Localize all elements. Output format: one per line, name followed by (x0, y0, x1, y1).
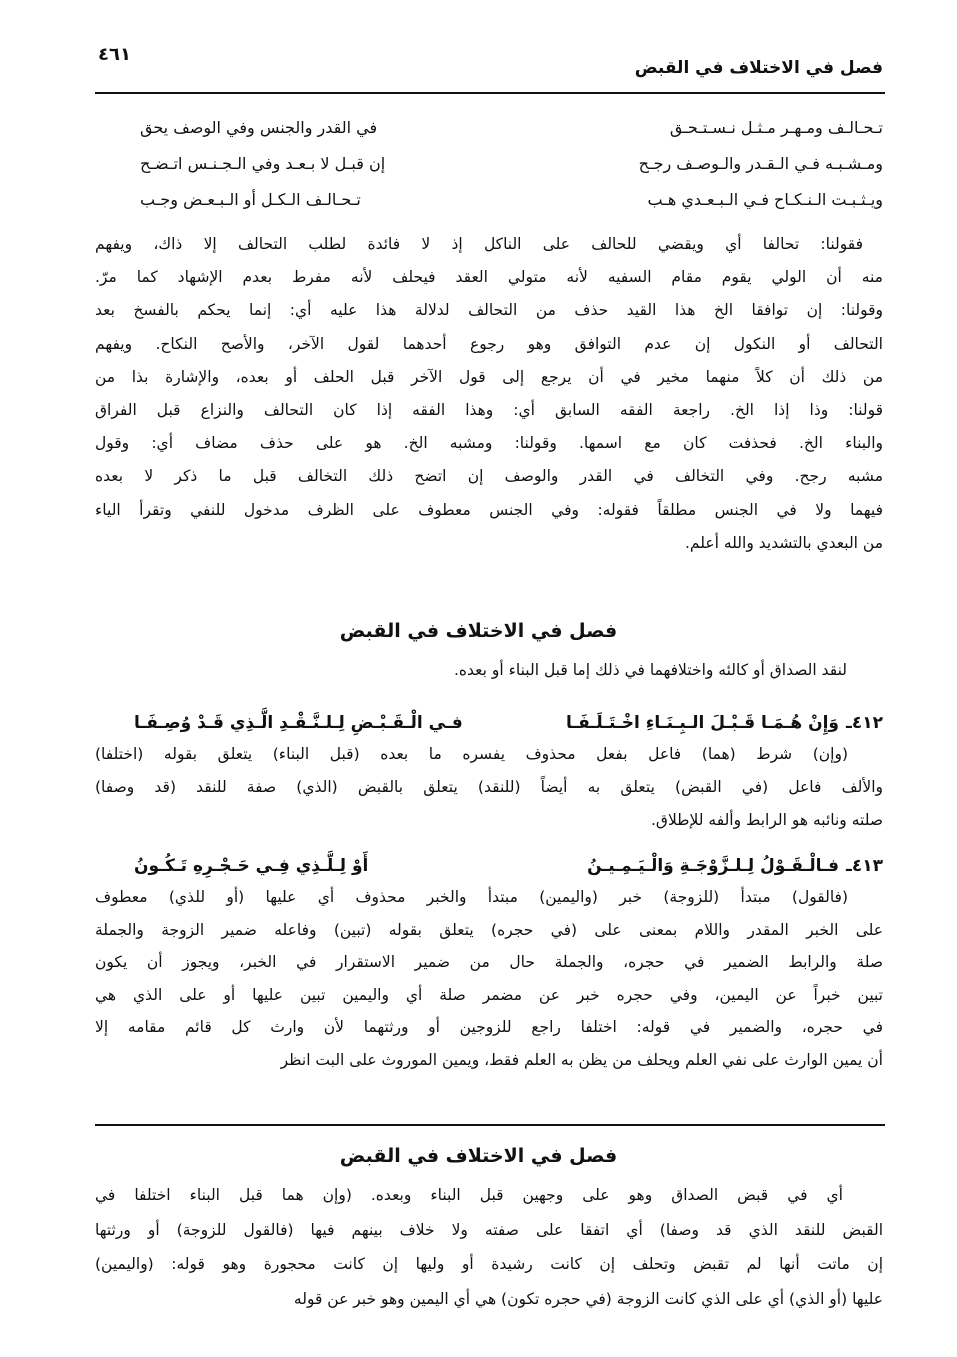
text-line: فقولنا: تحالفا أي ويقضي للحالف على الناكل إذ لا فائدة لطلب التحالف إلا ذاك، ويفهم (95, 235, 863, 253)
text-line: من البعدي بالتشديد والله أعلم. (685, 533, 883, 552)
text-line: (فالقول) مبتدأ (للزوجة) خبر (واليمين) مبتدأ والخبر محذوف أي عليها (أو للذي) معطوف (95, 888, 848, 906)
verse-hemistich-left: في القدر والجنس وفي الوصف يحق (140, 118, 378, 137)
verse-hemistich-right: ومـشـبـه فـي الـقـدر والـوصـف رجـح (638, 154, 883, 173)
text-line: والبناء الخ. فحذفت كان مع اسمها. وقولنا: ومشبه الخ. هو على حذف مضاف أي: وقول (95, 434, 883, 453)
text-line: (وإن) شرط (هما) فاعل بفعل محذوف يفسره ما بعده (قبل البناء) يتعلق بقوله (اختلفا) (95, 745, 848, 763)
verse-number: ٤١٢ـ (846, 713, 883, 733)
verse-hemistich-right: وَإِنْ هُـمَـا قَـبْـلَ الـبِـنَـاءِ اخْـتَـلَـفَـا (565, 713, 839, 733)
verse-hemistich-right: فـالْـقَـوْلُ لِـلـزَّوْجَـةِ وَالْـيَـمِـيـنُ (587, 856, 839, 876)
page-number: ٤٦١ (98, 44, 131, 65)
text-line: أن يمين الوارث على نفي العلم ويحلف من يظن به العلم فقط، ويمين الموروث على البت انظر (280, 1050, 883, 1069)
text-line: من ذلك أن كلاً منهما مخير في أن يرجع إلى قول الآخر قبل الحلف أو بعده، والإشارة بذا من (95, 367, 883, 386)
text-line: قولنا: وذا إذا الخ. راجعة الفقه السابق أي: وهذا الفقه إذا كان التحالف والنزاع قبل الفراق (95, 401, 883, 419)
verse-hemistich-left: تـحـالـف الـكـل أو الـبـعـض وجـب (140, 190, 361, 209)
text-line: التحالف أو النكول إن عدم التوافق وهو رجوع أحدهما لقول الآخر، والأصح النكاح. ويفهم (95, 334, 883, 353)
text-line: صلته ونائبه هو الرابط وألفه للإطلاق. (650, 811, 883, 829)
text-line: في حجره، والضمير في قوله: اختلفا راجع للزوجين أو ورثتهما لأن وارث كل قائم مقامه إلا (95, 1018, 883, 1036)
text-line: وقولنا: إن توافقا الخ هذا القيد حذف من التحالف لدلالة هذا عليه أي: إنما يحكم بالفسخ بعد (95, 301, 883, 320)
text-line: صلة والرابط الضمير في حجره، والجملة حال من ضمير الاستقرار في الخبر، ويجوز أن يكون (95, 953, 883, 971)
text-line: القبض للنقد الذي قد وصفا) أي اتفقا على صفته ولا خلاف بينهم فيها (فالقول للزوجة) أو ورثتها (95, 1220, 883, 1239)
text-line: على الخبر المقدر واللام بمعنى على (في حجره) يتعلق بقوله (تبين) وفاعله ضمير الزوجة والجملة (95, 920, 883, 939)
text-line: أي في قبض الصداق وهو على وجهين قبل البناء وبعده. (وإن هما قبل البناء اختلفا في (95, 1186, 843, 1204)
text-line: مشبه رجح. وفي التخالف في القدر والوصف إن اتضح ذلك التخالف قبل ما ذكر لا بعده (95, 467, 883, 486)
verse-hemistich-left: أَوْ لِـلَّـذِي فِـي حَـجْـرِهِ تَـكُـونُ (134, 856, 369, 876)
verse-hemistich-right: تـحـالـف ومـهـر مـثـل نـسـتـحـق (669, 118, 883, 137)
text-line: والألف فاعل (في القبض) يتعلق به أيضاً (للنقد) يتعلق بالقبض (الذي) صفة للنقد (قد وصفا) (95, 778, 883, 796)
verse-hemistich-right: ويـثـبـت الـنـكـاح فـي الـبـعـدي هـب (647, 190, 883, 209)
text-line: عليها (أو الذي) أي على الذي كانت الزوجة (في حجره تكون) هي أي اليمين وهو خبر عن قوله (293, 1289, 883, 1308)
running-title: فصل في الاختلاف في القبض (634, 58, 883, 78)
text-line: تبين خبراً عن اليمين، وفي حجره خبر عن مضمر صلة أي واليمين تبين عليها أو على الذي هي (95, 985, 883, 1004)
verse-hemistich-left: إن قبـل لا بـعـد وفي الـجـنـس اتـضـح (140, 154, 386, 173)
text-line: منه أن الولي يقوم مقام السفيه لأنه متولي العقد فيحلف لأنه مفرط بعدم الإشهاد كما مرّ. (95, 268, 883, 287)
footnote-heading: فصل في الاختلاف في القبض (339, 1145, 618, 1167)
text-line: إن ماتت أنها لم تقبض وتحلف إن كانت رشيدة أو وليها إن كانت محجورة وهو قوله: (واليمين) (95, 1255, 883, 1273)
section-heading: فصل في الاختلاف في القبض (339, 620, 618, 642)
verse-number: ٤١٣ـ (846, 856, 883, 876)
text-line: فيهما ولا في الجنس مطلقاً فقوله: وفي الجنس معطوف على الظرف مدخول للنفي وتقرأ الياء (95, 500, 883, 519)
footnote-rule (95, 1124, 885, 1126)
verse-hemistich-left: فـي الْـقَـبْـضِ لِـلـنَّـقْـدِ الَّـذِي قَـدْ وُصِـفَـا (134, 713, 463, 733)
header-rule (95, 92, 885, 94)
section-intro: لنقد الصداق أو كالئه واختلافهما في ذلك إما قبل البناء أو بعده. (454, 661, 847, 679)
